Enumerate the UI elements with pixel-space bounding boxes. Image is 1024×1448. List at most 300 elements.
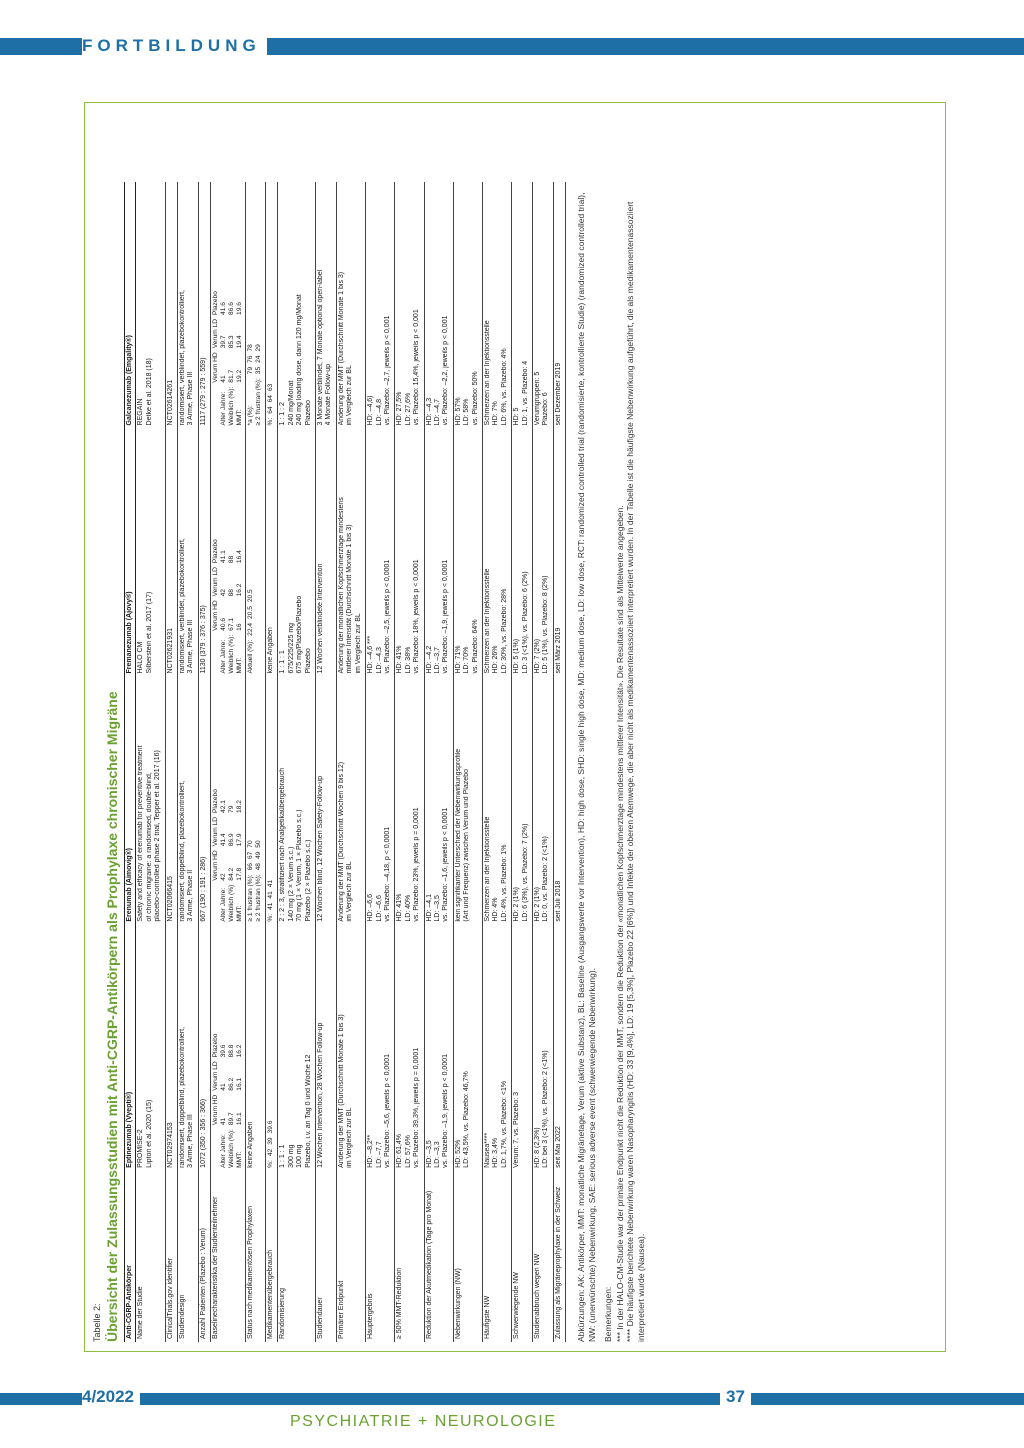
mini-cell: 67.1 <box>227 617 235 631</box>
table-row <box>136 182 165 1342</box>
row-label: Status nach medikamentösen Prophylaxen <box>246 1171 266 1342</box>
cell-line: PROMISE-2 <box>137 1129 145 1168</box>
mini-cell: 41.1 <box>220 550 228 564</box>
cell-line: Plazebo <box>304 400 312 426</box>
cell-line: placebo-controlled phase 2 trial, Tepper et al. 2017 (16) <box>154 750 162 922</box>
table-cell <box>533 182 554 428</box>
cell-line: LD: 70% <box>463 646 471 674</box>
table-cell <box>211 925 246 1171</box>
cell-line: HD: –4,1 <box>425 893 433 922</box>
table-cell <box>278 428 316 676</box>
mini-cell: 42.1 <box>220 800 228 813</box>
table-cell <box>178 182 199 428</box>
mini-table <box>267 876 275 922</box>
mini-cell: 39.6 <box>220 1044 228 1058</box>
page-number: 37 <box>720 1387 751 1407</box>
row-label: Hauptergebnis <box>366 1171 395 1342</box>
column-header-antibody: Erenumab (Aimovig®) <box>125 677 136 925</box>
mini-cell: 16.2 <box>235 583 243 597</box>
table-row <box>453 182 482 1342</box>
cell-line: im Vergleich zur BL <box>346 365 354 426</box>
mini-cell: 19.2 <box>235 369 243 383</box>
section-label: FORTBILDUNG <box>82 36 267 56</box>
cell-line: HD: 57% <box>454 397 462 426</box>
table-row <box>512 182 533 1342</box>
table-cell <box>424 677 453 925</box>
mini-cell: Alter Jahre: <box>220 887 228 922</box>
mini-row <box>255 836 263 921</box>
cell-line: LD: 5 (1%), vs. Plazebo: 8 (2%) <box>542 575 550 674</box>
mini-cell: 41 <box>267 879 275 888</box>
mini-cell: 49 <box>255 851 263 860</box>
mini-cell: 76 <box>247 355 255 363</box>
table-notes <box>576 182 646 1342</box>
cell-line: LD: 30%, vs. Plazebo: 28% <box>500 588 508 674</box>
cell-line: LD: 3 (<1%), vs. Plazebo: 6 (2%) <box>521 571 529 674</box>
cell-line: Änderung der MMT (Durchschnitt Monate 1 bis 3) <box>337 1014 345 1168</box>
cell-line: 12 Wochen blind, 12 Wochen Safety-Follow-up <box>317 775 325 922</box>
row-label: Name der Studie <box>136 1171 165 1342</box>
table-cell <box>165 182 177 428</box>
cell-line: LD: –3,3 <box>433 1141 441 1168</box>
table-cell <box>211 428 246 676</box>
cell-line: Schmerzen an der Injektionsstelle <box>483 568 491 674</box>
cell-line: NCT02614261 <box>166 379 174 426</box>
table-cell <box>533 925 554 1171</box>
table-cell <box>198 428 210 676</box>
table-cell <box>512 677 533 925</box>
cell-line: 12 Wochen verblindete Intervention <box>317 563 325 674</box>
table-cell <box>316 925 337 1171</box>
mini-cell: 41 <box>267 891 275 899</box>
table-cell <box>266 677 278 925</box>
mini-cell: 16.1 <box>235 1112 243 1126</box>
table-cell <box>453 677 482 925</box>
cell-line: LD: 27,6% <box>404 392 412 426</box>
mini-cell: 48 <box>255 863 263 871</box>
mini-cell: 20.5 <box>247 589 255 603</box>
row-label: ≥ 50% MMT-Reduktion <box>395 1171 424 1342</box>
mini-cell: Weiblich (%): <box>227 386 235 426</box>
mini-cell: 39.6 <box>267 1120 275 1134</box>
row-label: ClinicalTrials.gov identifier <box>165 1171 177 1342</box>
table-cell <box>553 925 565 1171</box>
mini-cell: 88 <box>227 589 235 597</box>
row-label: Zulassung als Migräneprophylaxe in der Schweiz <box>553 1171 565 1342</box>
cell-line: HD: 3,4% <box>492 1137 500 1168</box>
cell-line: vs. Plazebo: 18%, jeweils p < 0,0001 <box>413 559 421 674</box>
mini-cell: 86.6 <box>227 302 235 315</box>
table-cell <box>165 925 177 1171</box>
table-cell <box>211 677 246 925</box>
cell-line: LD: 1, vs. Plazebo: 4 <box>521 360 529 426</box>
mini-cell: ≥ 2 frustran (%): <box>255 874 263 922</box>
cell-line: 1 : 1 : 1 <box>279 1144 287 1168</box>
cell-line: LD: –3,5 <box>433 895 441 922</box>
cell-line: HD: 5 <box>513 407 521 426</box>
mini-head-cell <box>212 631 220 674</box>
mini-cell: 24 <box>255 355 263 363</box>
cell-line: LD: 1,7%, vs. Plazebo: <1% <box>500 1080 508 1168</box>
cell-line: HD: 27,5% <box>396 391 404 426</box>
table-cell <box>198 925 210 1171</box>
footer-bar <box>0 1393 1024 1405</box>
table-cell <box>482 925 511 1171</box>
table-cell <box>211 182 246 428</box>
table-header-row <box>125 182 136 1342</box>
mini-head-cell: Verum LD <box>212 816 220 847</box>
cell-line: Verum: 7, vs. Plazebo: 3 <box>513 1091 521 1168</box>
cell-line: Silberstein et al. 2017 (17) <box>145 591 153 674</box>
table-row <box>278 182 316 1342</box>
table-cell <box>533 428 554 676</box>
cell-line: randomisiert, doppelblind, plazebokontrolliert, <box>179 780 187 922</box>
cell-line: HD: –3,5 <box>425 1140 433 1168</box>
mini-row <box>247 585 255 673</box>
mini-cell: 16.4 <box>235 550 243 564</box>
row-label: Studiendesign <box>178 1171 199 1342</box>
table-cell <box>482 428 511 676</box>
cell-line: im Vergleich zur BL <box>346 861 354 922</box>
mini-head <box>212 1030 220 1168</box>
cell-line: LD: 6%, vs. Plazebo: 4% <box>500 348 508 426</box>
table-row <box>316 182 337 1342</box>
mini-cell: 64 <box>267 395 275 403</box>
cell-line: LD: 43,5%, vs. Plazebo: 46,7% <box>463 1071 471 1168</box>
cell-line: HD: 8 (2,3%) <box>534 1127 541 1168</box>
table-cell <box>278 182 316 428</box>
mini-table <box>212 1030 243 1168</box>
mini-table <box>212 535 243 673</box>
cell-line: Nausea**** <box>483 1132 491 1168</box>
table-cell <box>395 677 424 925</box>
mini-cell: MMT: <box>235 409 243 426</box>
table-cell <box>366 428 395 676</box>
table-cell <box>165 428 177 676</box>
mini-cell: Alter Jahre: <box>220 639 228 674</box>
cell-line: Safety and efficacy of erenumab for preventive treatment <box>137 745 145 922</box>
mini-table <box>267 380 275 426</box>
mini-cell: 67 <box>247 851 255 860</box>
table-row <box>211 182 246 1342</box>
cell-line: HD: –6,6 <box>367 893 375 922</box>
cell-line: Schmerzen an der Injektionsstelle <box>483 816 491 922</box>
cell-line: Änderung der MMT (Durchschnitt Wochen 9 bis 12) <box>337 761 345 922</box>
cell-line: 100 mg <box>296 1144 304 1168</box>
table-cell <box>136 428 165 676</box>
cell-line: LD: –3,7 <box>433 647 441 674</box>
remarks-title: Bemerkungen: <box>603 1286 614 1342</box>
cell-line: LD: 57,6% <box>404 1135 412 1168</box>
cell-line: 240 mg/Monat <box>287 380 295 426</box>
mini-cell: ≥ 1 frustran (%): <box>247 874 255 922</box>
cell-line: 1117 (279 : 279 : 559) <box>199 357 207 426</box>
mini-table <box>247 836 263 921</box>
mini-cell: 41 <box>220 1117 228 1126</box>
row-label: Studienabbruch wegen NW <box>533 1171 554 1342</box>
mini-cell: 39.7 <box>220 335 228 349</box>
mini-cell: 66 <box>247 863 255 871</box>
mini-row <box>228 785 236 921</box>
cell-line: vs. Plazebo: –1,9, jeweils p < 0,0001 <box>442 559 450 674</box>
cell-line: vs. Plazebo: –2,7, jeweils p < 0,001 <box>383 315 391 426</box>
mini-row <box>228 1030 236 1168</box>
table-row <box>482 182 511 1342</box>
mini-cell: 19.6 <box>235 302 243 315</box>
cell-line: vs. Plazebo: 15,4%, jeweils p < 0,001 <box>413 309 421 426</box>
cell-line: NCT02974153 <box>166 1122 174 1168</box>
cell-line: of chronic migraine: a randomised, double-blind, <box>145 772 153 922</box>
cell-line: im Vergleich zur BL <box>346 1107 354 1168</box>
cell-line: LD: –7,7 <box>375 1141 383 1168</box>
abbreviations-note: Abkürzungen: AK: Antikörper, MMT: monatliche Migränetage, Verum (aktive Substanz), BL: Baseline (Ausgangswerte vor Intervention), HD: high dose, SHD: single high dose, MD: medium dose, LD: low dose, RCT: randomized controlled trial (randomisierte, kontrollierte Studie) (randomized controlled trial), NW: (unerwünschte) Nebenwirkung, SAE: serious adverse event (schwerwiegende Nebenwirkung). <box>576 192 597 1342</box>
cell-line: Lipton et al. 2020 (15) <box>145 1099 153 1168</box>
table-cell <box>482 182 511 428</box>
cell-line: (Art und Frequenz) zwischen Verum und Plazebo <box>463 769 471 922</box>
table-row <box>533 182 554 1342</box>
table-row <box>165 182 177 1342</box>
cell-line: vs. Plazebo: –5,6, jeweils p < 0,0001 <box>383 1054 391 1168</box>
cell-line: 3 Monate verblindet, 7 Monate optional open-label <box>317 269 325 426</box>
cell-line: LD: 6 (3%), vs. Plazebo: 7 (2%) <box>521 823 529 922</box>
mini-cell: Weiblich (%): <box>227 1129 235 1168</box>
mini-cell: 79 <box>227 805 235 813</box>
cell-line: NCT02066415 <box>166 876 174 922</box>
table-cell <box>453 925 482 1171</box>
cell-line: HD: –4,6 *** <box>367 635 375 674</box>
row-label: Primärer Endpunkt <box>336 1171 365 1342</box>
cell-line: seit Juli 2018 <box>554 880 562 922</box>
mini-row <box>247 340 255 425</box>
mini-cell: *a (%): <box>247 405 255 426</box>
mini-head-cell: Plazebo <box>212 539 220 564</box>
row-label: Anzahl Patienten (Plazebo : Verum) <box>198 1171 210 1342</box>
mini-row <box>247 836 255 921</box>
mini-row <box>228 287 236 425</box>
mini-head-cell <box>212 383 220 426</box>
table-cell <box>336 428 365 676</box>
mini-cell: 22.4 <box>247 622 255 636</box>
cell-line: HD: 61,4% <box>396 1133 404 1168</box>
column-header-antibody: Galcanezumab (Emgality®) <box>125 182 136 428</box>
table-cell <box>266 182 278 428</box>
mini-row <box>220 535 228 673</box>
mini-cell: 86.9 <box>227 833 235 847</box>
cell-line: im Vergleich zur BL <box>354 613 362 674</box>
mini-cell: 88 <box>227 555 235 564</box>
mini-cell: MMT: <box>235 657 243 674</box>
cell-line: LD: 58% <box>463 398 471 426</box>
cell-line: Verumgruppen: 5 <box>534 371 541 426</box>
row-label: Häufigste NW <box>482 1171 511 1342</box>
mini-cell: 41.4 <box>220 833 228 847</box>
cell-line: 240 mg loading dose, dann 120 mg/Monat <box>296 294 304 426</box>
mini-cell: 84.2 <box>227 867 235 881</box>
cell-line: 3 Arme, Phase III <box>187 371 195 426</box>
cell-line: randomisiert, verblindet, plazebokontrolliert, <box>179 538 187 674</box>
cell-line: Plazebo <box>304 648 312 674</box>
table-row <box>198 182 210 1342</box>
table-row <box>246 182 266 1342</box>
row-label: Nebenwirkungen (NW) <box>453 1171 482 1342</box>
table-cell <box>533 677 554 925</box>
cell-line: 1130 (379 : 376 : 375) <box>199 605 207 674</box>
mini-cell: 16 <box>235 623 243 631</box>
mini-row <box>236 785 244 921</box>
mini-cell: Weiblich (%) <box>227 884 235 922</box>
table-cell <box>266 925 278 1171</box>
mini-cell: %: <box>267 913 275 922</box>
table-row <box>266 182 278 1342</box>
mini-cell: 19.4 <box>235 335 243 349</box>
table-cell <box>136 182 165 428</box>
cell-line: 1 : 1 : 1 <box>279 650 287 674</box>
cell-line: HD: 7 (2%) <box>534 638 541 674</box>
cell-line: 675 mg/Plazebo/Plazebo <box>296 595 304 674</box>
cell-line: HD: –4,2 <box>425 645 433 674</box>
mini-row <box>267 876 275 922</box>
table-cell <box>178 677 199 925</box>
table-cell <box>366 677 395 925</box>
cell-line: seit März 2019 <box>554 627 562 674</box>
cell-line: LD: bei 3 (<1%), vs. Plazebo: 2 (<1%) <box>542 1050 550 1168</box>
table-cell <box>266 428 278 676</box>
cell-line: 2 : 2 : 3, stratifiziert nach Analgetikaübergebrauch <box>279 767 287 922</box>
mini-head-cell: Plazebo <box>212 291 220 315</box>
cell-line: 3 Arme, Phase III <box>187 619 195 674</box>
table-cell <box>424 428 453 676</box>
cell-line: HD: 71% <box>454 645 462 674</box>
rotated-table-block <box>92 112 942 1342</box>
cell-line: LD: –6,6 <box>375 895 383 922</box>
mini-cell: %: <box>267 417 275 426</box>
mini-cell: 29 <box>255 344 263 352</box>
mini-cell: 64 <box>267 406 275 414</box>
mini-cell: 17.8 <box>235 867 243 881</box>
cell-line: HD: 4% <box>492 897 500 922</box>
cell-line: LD: 0, vs. Plazebo: 2 (<1%) <box>542 836 550 922</box>
mini-cell: 41 <box>220 375 228 383</box>
mini-cell: Aktuell (%): <box>247 639 255 674</box>
cell-line: vs. Plazebo: –2,2, jeweils p < 0,001 <box>442 315 450 426</box>
table-cell <box>395 925 424 1171</box>
cell-line: HD: 2 (1%) <box>513 886 521 922</box>
mini-cell: Weiblich (%): <box>227 634 235 674</box>
mini-cell: 89.7 <box>227 1112 235 1126</box>
cell-line: LD: –4,7 <box>433 398 441 426</box>
cell-line: 70 mg (1 × Verum, 1 × Plazebo s.c.) <box>296 809 304 922</box>
table-cell <box>165 677 177 925</box>
mini-cell: 85.3 <box>227 335 235 349</box>
mini-cell: 42 <box>220 873 228 881</box>
table-cell <box>246 182 266 428</box>
cell-line: vs. Plazebo: –2,5, jeweils p < 0,0001 <box>383 559 391 674</box>
mini-table <box>212 785 243 921</box>
table-cell <box>246 925 266 1171</box>
mini-cell: 78 <box>247 344 255 352</box>
cell-line: randomisiert, verblindet, plazebokontrolliert, <box>179 290 187 426</box>
cell-line: HD: 5 (1%) <box>513 638 521 674</box>
cell-line: vs. Plazebo: –1,6, jeweils p < 0,0001 <box>442 807 450 922</box>
mini-cell: 41.6 <box>220 302 228 315</box>
table-cell <box>336 677 365 925</box>
column-header-antibody: Eptinezumab (Vyepti®) <box>125 925 136 1171</box>
cell-line: Schmerzen an der Injektionsstelle <box>483 320 491 426</box>
cell-line: LD: 4%, vs. Plazebo: 1% <box>500 844 508 922</box>
journal-name: PSYCHIATRIE + NEUROLOGIE <box>290 1413 557 1430</box>
remarks-list <box>615 182 647 1342</box>
table-cell <box>198 182 210 428</box>
cell-line: HD: –4,6) <box>367 395 375 426</box>
cell-line: HD: –4,3 <box>425 397 433 426</box>
mini-cell: ≥ 2 frustran (%): <box>255 378 263 426</box>
cell-line: 300 mg <box>287 1144 295 1168</box>
mini-row <box>255 340 263 425</box>
mini-head <box>212 287 220 425</box>
cell-line: vs. Plazebo: 64% <box>471 619 479 674</box>
mini-cell: 50 <box>255 840 263 848</box>
cell-line: LD: –4,8 <box>375 398 383 426</box>
cell-line: LD: –4,3 <box>375 647 383 674</box>
mini-cell: 16.1 <box>235 1077 243 1091</box>
cell-line: 4 Monate Follow-up <box>325 363 333 426</box>
table-cell <box>336 925 365 1171</box>
table-cell <box>553 677 565 925</box>
mini-cell: 35 <box>255 366 263 375</box>
cell-line: mittlerer Intensität (Durchschnitt Monate 1 bis 3) <box>346 524 354 674</box>
cell-line: HD: 41% <box>396 645 404 674</box>
mini-row <box>236 287 244 425</box>
mini-cell: 42 <box>220 589 228 597</box>
mini-cell: MMT: <box>235 1151 243 1168</box>
cell-line: HALO CM <box>137 641 145 674</box>
table-cell <box>278 677 316 925</box>
mini-cell: 63 <box>267 383 275 392</box>
mini-head-cell <box>212 881 220 922</box>
table-cell <box>482 677 511 925</box>
mini-table <box>212 287 243 425</box>
cell-line: HD: 2 (1%) <box>534 886 541 922</box>
mini-head <box>212 785 220 921</box>
mini-head-cell: Verum HD <box>212 600 220 631</box>
mini-cell: 79 <box>247 366 255 375</box>
table-cell <box>316 677 337 925</box>
mini-head <box>212 535 220 673</box>
table-row <box>553 182 565 1342</box>
mini-head-cell: Plazebo <box>212 789 220 813</box>
mini-cell: Alter Jahre: <box>220 1134 228 1168</box>
mini-row <box>267 1117 275 1168</box>
row-label: Studiendauer <box>316 1171 337 1342</box>
mini-cell: 81.7 <box>227 369 235 383</box>
table-row <box>178 182 199 1342</box>
mini-cell: 41 <box>267 902 275 910</box>
table-cell <box>424 925 453 1171</box>
mini-cell: 41 <box>220 1083 228 1091</box>
row-label: Reduktion der Akutmedikation (Tage pro Monat) <box>424 1171 453 1342</box>
table-title: Übersicht der Zulassungsstudien mit Anti-CGRP-Antikörpern als Prophylaxe chronischer Migräne <box>104 691 120 1342</box>
cell-line: keine Angaben <box>247 1121 255 1168</box>
table-cell <box>453 428 482 676</box>
table-cell <box>178 925 199 1171</box>
cell-line: kein signifikanter Unterschied der Nebenwirkungsprofile <box>454 748 462 922</box>
table-cell <box>316 428 337 676</box>
mini-head-cell: Verum HD <box>212 352 220 383</box>
mini-head-cell: Verum HD <box>212 1094 220 1126</box>
cell-line: vs. Plazebo: –4,18, p < 0,0001 <box>383 826 391 922</box>
table-cell <box>512 925 533 1171</box>
mini-row <box>220 1030 228 1168</box>
